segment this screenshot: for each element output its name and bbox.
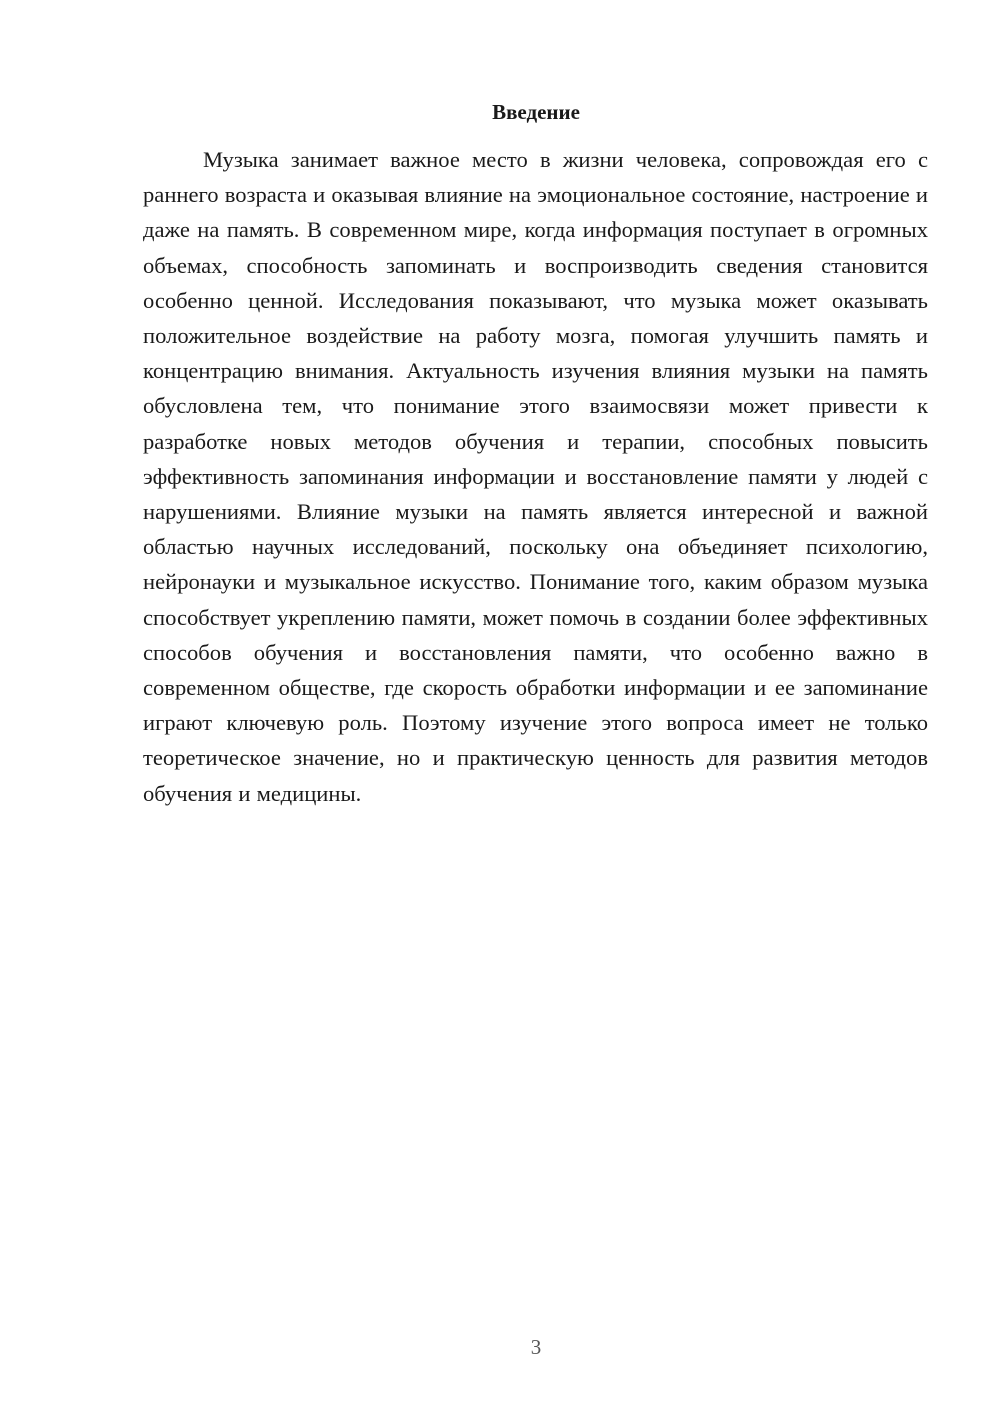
section-heading: Введение [492, 100, 580, 124]
body-paragraph: Музыка занимает важное место в жизни человека, сопровождая его с раннего возраста и оказывая влияние на эмоциональное состояние, настроение и даже на память. В современном мире, когда информация поступает в огромных объемах, способность запоминать и воспроизводить сведения становится особенно ценной. Исследования показывают, что музыка может оказывать положительное воздействие на работу мозга, помогая улучшить память и концентрацию внимания. Актуальность изучения влияния музыки на память обусловлена тем, что понимание этого взаимосвязи может привести к разработке новых методов обучения и терапии, способных повысить эффективность запоминания информации и восстановление памяти у людей с нарушениями. Влияние музыки на память является интересной и важной областью научных исследований, поскольку она объединяет психологию, нейронауки и музыкальное искусство. Понимание того, каким образом музыка способствует укреплению памяти, может помочь в создании более эффективных способов обучения и восстановления памяти, что особенно важно в современном обществе, где скорость обработки информации и ее запоминание играют ключевую роль. Поэтому изучение этого вопроса имеет не только теоретическое значение, но и практическую ценность для развития методов обучения и медицины. [143, 147, 928, 806]
page-number: 3 [530, 1335, 542, 1359]
